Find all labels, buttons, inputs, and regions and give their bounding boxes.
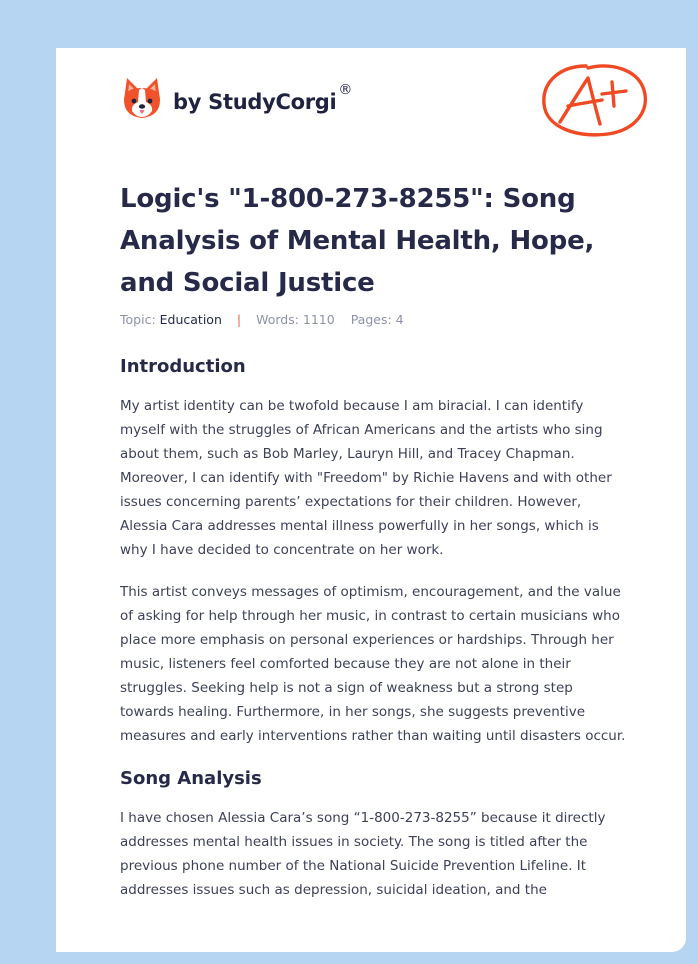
document-page <box>56 48 686 952</box>
section-heading-introduction: Introduction <box>120 356 246 377</box>
section-heading-song-analysis: Song Analysis <box>120 768 262 789</box>
paragraph: I have chosen Alessia Cara’s song “1-800-273-8255” because it directly addresses mental health issues in society. The song is titled after the previous phone number of the National Suicide Prevention Lifeline. It addresses issues such as depression, suicidal ideation, and the <box>120 810 606 898</box>
pages-label: Pages: <box>350 312 392 327</box>
paragraph: This artist conveys messages of optimism, encouragement, and the value of asking for help through her music, in contrast to certain musicians who place more emphasis on personal experiences or hardships. Through her music, listeners feel comforted because they are not alone in their struggles. Seeking help is not a sign of weakness but a strong step towards healing. Furthermore, in her songs, she suggests preventive measures and early interventions rather than waiting until disasters occur. <box>120 584 626 744</box>
document-meta <box>120 312 404 327</box>
document-body <box>120 354 630 920</box>
brand-name: by StudyCorgi ® <box>173 82 353 114</box>
corgi-head-icon <box>120 76 164 122</box>
registered-mark: ® <box>338 82 353 98</box>
document-title: Logic's "1-800-273-8255": Song Analysis of Mental Health, Hope, and Social Justice <box>120 184 595 298</box>
meta-separator: | <box>236 312 242 327</box>
a-plus-grade-icon <box>540 60 650 142</box>
words-label: Words: <box>256 312 299 327</box>
pages-value: 4 <box>395 312 404 327</box>
words-value: 1110 <box>302 312 335 327</box>
paragraph: My artist identity can be twofold because I am biracial. I can identify myself with the struggles of African Americans and the artists who sing about them, such as Bob Marley, Lauryn Hill, and Tracey Chapman. Moreover, I can identify with "Freedom" by Richie Havens and with other issues concerning parents’ expectations for their children. However, Alessia Cara addresses mental illness powerfully in her songs, which is why I have decided to concentrate on her work. <box>120 398 612 558</box>
topic-label: Topic: <box>120 312 156 327</box>
brand-header[interactable] <box>120 76 352 122</box>
topic-value[interactable]: Education <box>159 312 222 327</box>
